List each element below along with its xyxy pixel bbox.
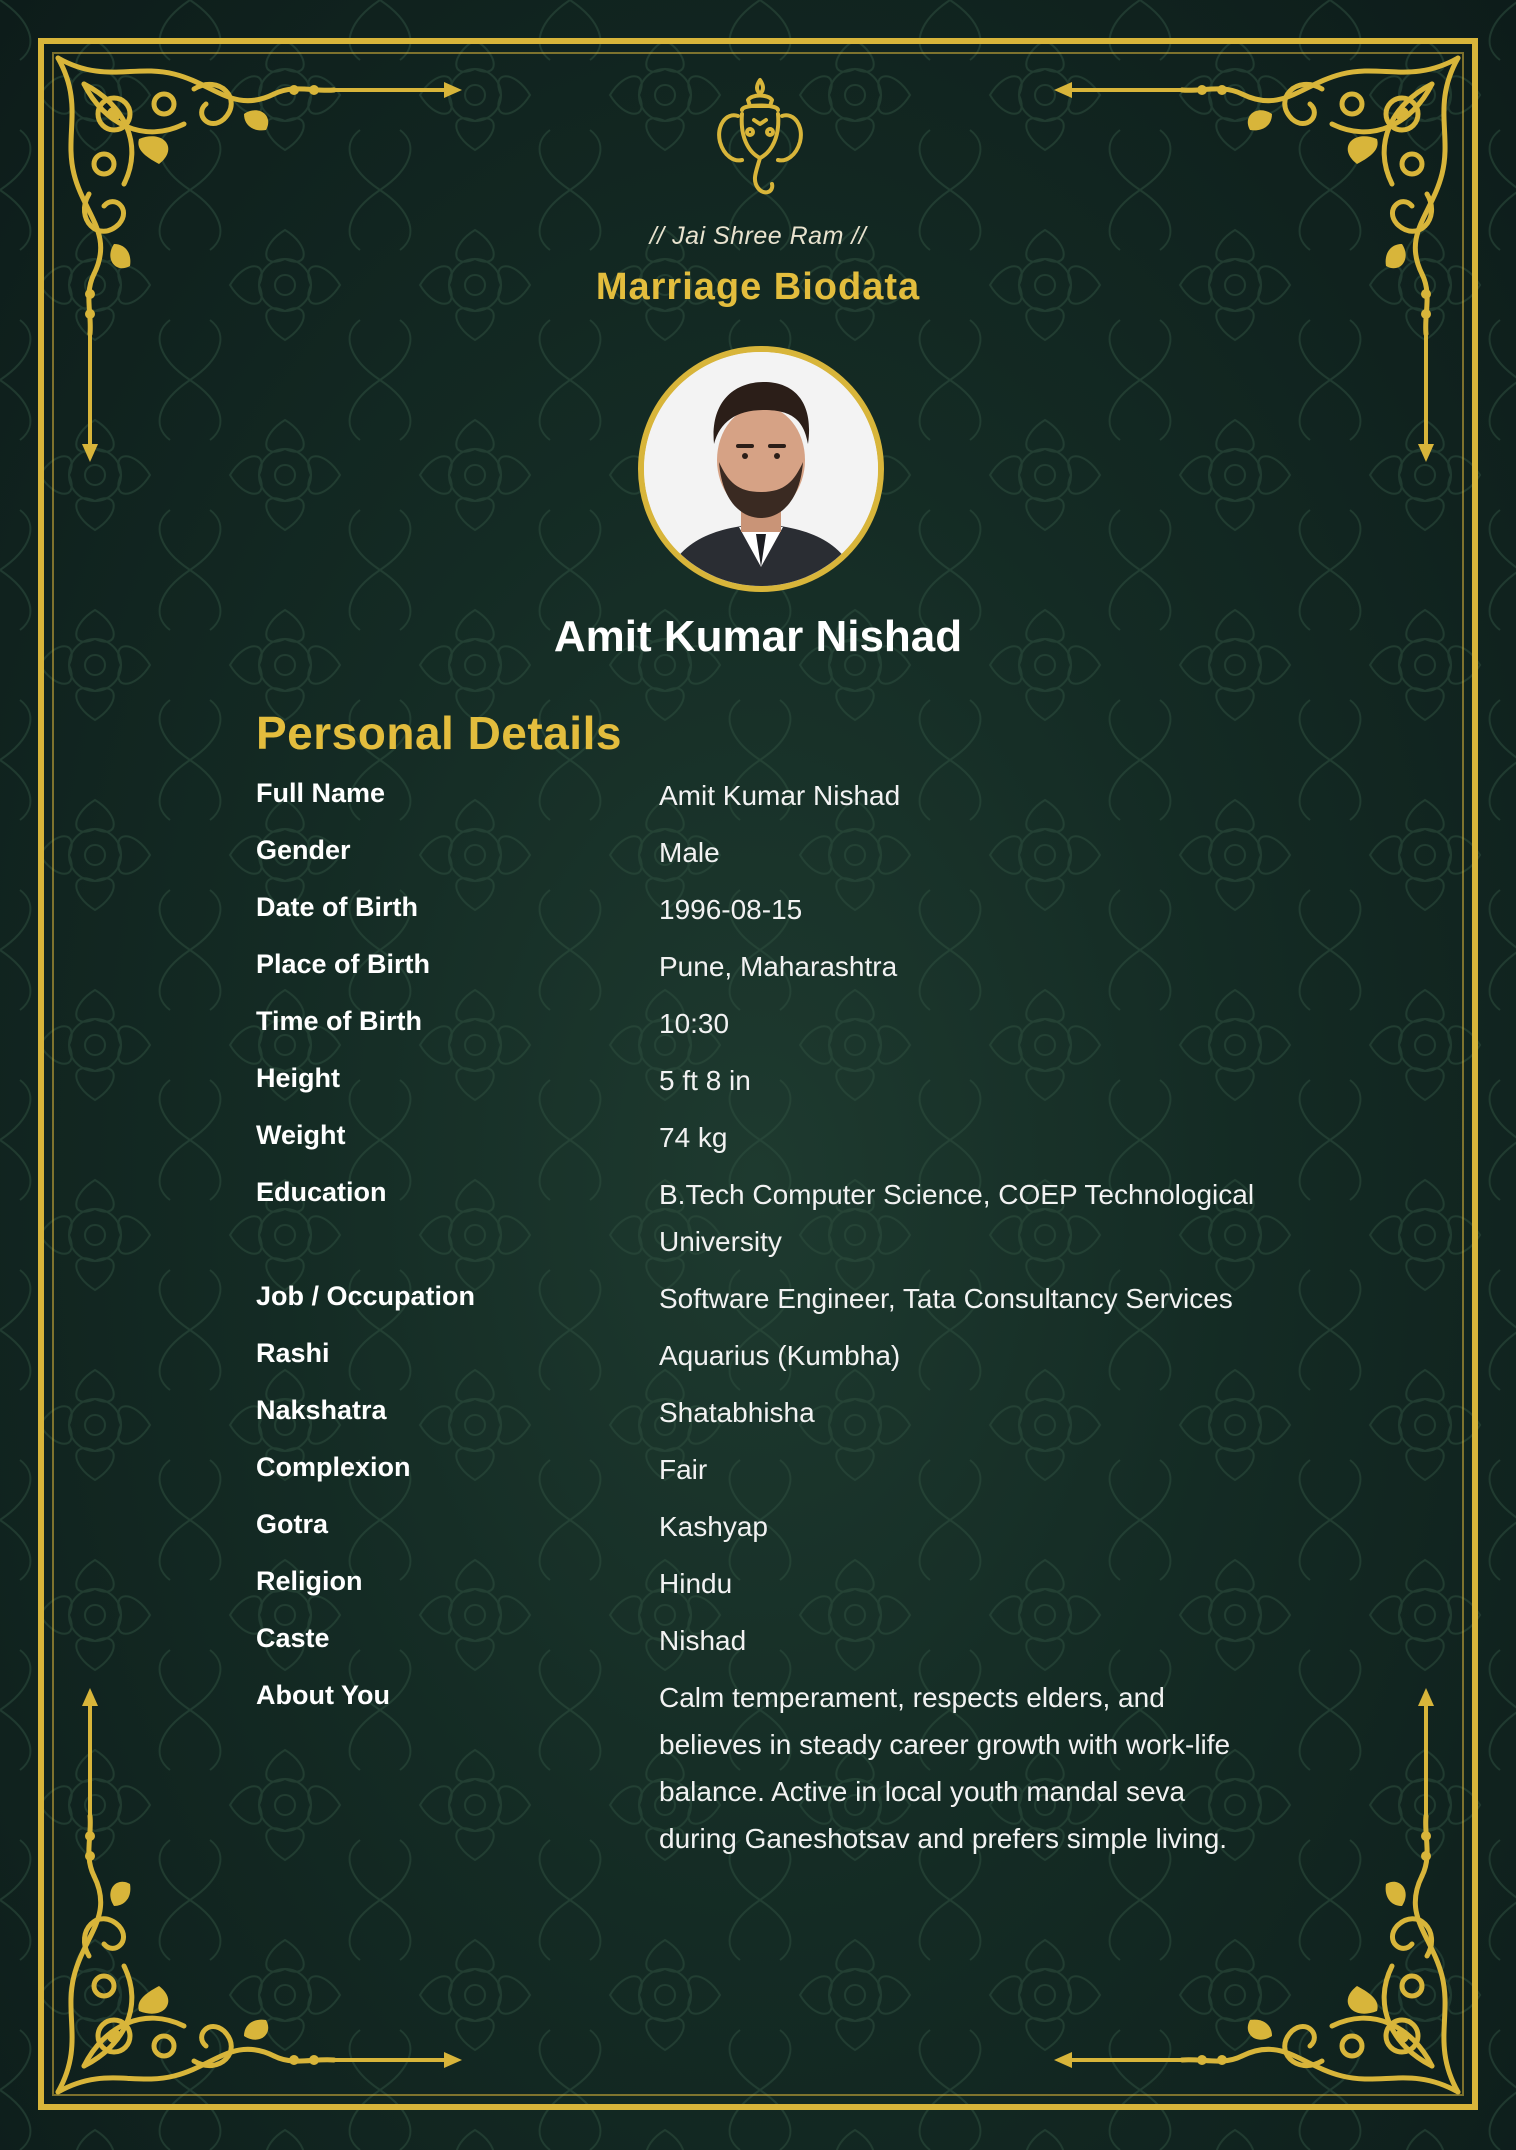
corner-ornament-top-right — [1052, 44, 1472, 464]
person-avatar-icon — [644, 352, 878, 586]
detail-row-caste — [256, 1621, 1276, 1664]
detail-label: Caste — [256, 1623, 330, 1653]
detail-value: Kashyap — [659, 1511, 768, 1542]
detail-label: Place of Birth — [256, 949, 431, 979]
detail-row-rashi — [256, 1336, 1276, 1379]
detail-row-date-of-birth — [256, 890, 1276, 933]
detail-value: Nishad — [659, 1625, 747, 1656]
detail-value: Software Engineer, Tata Consultancy Services — [659, 1283, 1233, 1314]
invocation-text: // Jai Shree Ram // — [649, 222, 867, 250]
detail-value: 74 kg — [659, 1122, 728, 1153]
detail-value: Amit Kumar Nishad — [659, 780, 901, 811]
personal-details-list — [256, 776, 1276, 1876]
detail-label: Weight — [256, 1120, 346, 1150]
detail-value: Pune, Maharashtra — [659, 951, 898, 982]
profile-photo — [638, 346, 884, 592]
detail-value: Calm temperament, respects elders, and believes in steady career growth with work-life balance. Active in local youth mandal seva during Ganeshotsav and prefers simple living. — [659, 1682, 1231, 1854]
detail-value: 1996-08-15 — [659, 894, 803, 925]
detail-row-full-name — [256, 776, 1276, 819]
detail-value: 5 ft 8 in — [659, 1065, 751, 1096]
detail-row-time-of-birth — [256, 1004, 1276, 1047]
detail-label: Gender — [256, 835, 351, 865]
detail-row-height — [256, 1061, 1276, 1104]
document-title: Marriage Biodata — [595, 266, 921, 308]
detail-label: Date of Birth — [256, 892, 418, 922]
detail-value: Aquarius (Kumbha) — [659, 1340, 901, 1371]
detail-label: Job / Occupation — [256, 1281, 476, 1311]
detail-row-nakshatra — [256, 1393, 1276, 1436]
detail-value: Shatabhisha — [659, 1397, 815, 1428]
section-title-personal-details: Personal Details — [256, 707, 622, 759]
detail-row-about-you — [256, 1678, 1276, 1862]
detail-row-gotra — [256, 1507, 1276, 1550]
detail-label: Full Name — [256, 778, 386, 808]
detail-value: Male — [659, 837, 720, 868]
detail-row-place-of-birth — [256, 947, 1276, 990]
detail-row-religion — [256, 1564, 1276, 1607]
detail-value: B.Tech Computer Science, COEP Technological University — [659, 1179, 1255, 1257]
detail-row-gender — [256, 833, 1276, 876]
detail-value: 10:30 — [659, 1008, 730, 1039]
detail-label: Education — [256, 1177, 387, 1207]
detail-label: Time of Birth — [256, 1006, 423, 1036]
detail-label: Rashi — [256, 1338, 330, 1368]
detail-value: Hindu — [659, 1568, 733, 1599]
corner-ornament-top-left — [44, 44, 464, 464]
detail-row-education — [256, 1175, 1276, 1265]
detail-row-job-occupation — [256, 1279, 1276, 1322]
person-name: Amit Kumar Nishad — [553, 612, 963, 661]
detail-label: Nakshatra — [256, 1395, 387, 1425]
detail-row-complexion — [256, 1450, 1276, 1493]
detail-label: Height — [256, 1063, 340, 1093]
detail-label: Complexion — [256, 1452, 411, 1482]
detail-label: Gotra — [256, 1509, 329, 1539]
detail-row-weight — [256, 1118, 1276, 1161]
detail-label: About You — [256, 1680, 390, 1710]
detail-value: Fair — [659, 1454, 708, 1485]
detail-label: Religion — [256, 1566, 363, 1596]
ganesha-icon — [712, 76, 808, 202]
